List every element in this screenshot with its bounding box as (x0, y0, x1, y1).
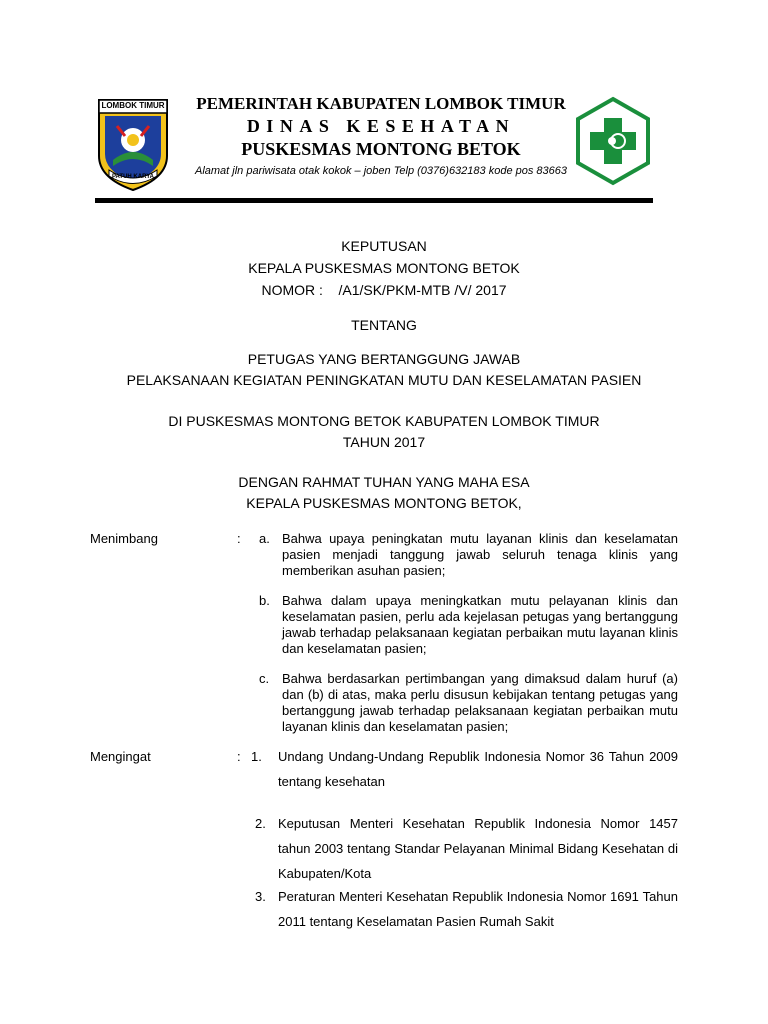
department-name: DINAS KESEHATAN (246, 116, 516, 136)
menimbang-item-b: Bahwa dalam upaya meningkatkan mutu pelayanan klinis dan keselamatan pasien, perlu ada kejelasan petugas yang bertanggung jawab terhadap pelaksanaan kegiatan perbaikan mutu layanan klinis dan keselamatan pasien; (282, 593, 678, 656)
title-place: DI PUSKESMAS MONTONG BETOK KABUPATEN LOMBOK TIMUR (168, 413, 600, 429)
menimbang-label: Menimbang (90, 531, 158, 546)
mengingat-item-1: Undang Undang-Undang Republik Indonesia Nomor 36 Tahun 2009 tentang kesehatan (278, 749, 678, 789)
mengingat-marker-3: 3. (255, 889, 266, 904)
menimbang-marker-a: a. (259, 531, 270, 546)
address-line: Alamat jln pariwisata otak kokok – joben Telp (0376)632183 kode pos 83663 (194, 165, 567, 177)
title-issuer: KEPALA PUSKESMAS MONTONG BETOK, (246, 495, 522, 511)
title-year: TAHUN 2017 (342, 434, 426, 450)
title-head: KEPALA PUSKESMAS MONTONG BETOK (248, 260, 520, 276)
decree-number (90, 282, 678, 298)
logo-top-text: LOMBOK TIMUR (101, 101, 165, 110)
mengingat-marker-2: 2. (255, 816, 266, 831)
menimbang-marker-b: b. (259, 593, 270, 608)
menimbang-marker-c: c. (259, 671, 270, 686)
header-divider (95, 198, 653, 203)
menimbang-colon: : (237, 531, 241, 546)
mengingat-label: Mengingat (90, 749, 151, 764)
title-subject-2: PELAKSANAAN KEGIATAN PENINGKATAN MUTU DAN KESELAMATAN PASIEN (126, 372, 642, 388)
regency-coat-of-arms-icon (95, 96, 171, 192)
title-subject-1: PETUGAS YANG BERTANGGUNG JAWAB (247, 351, 521, 367)
puskesmas-name: PUSKESMAS MONTONG BETOK (241, 139, 521, 159)
government-name: PEMERINTAH KABUPATEN LOMBOK TIMUR (196, 94, 566, 113)
title-blessing: DENGAN RAHMAT TUHAN YANG MAHA ESA (238, 474, 530, 490)
menimbang-item-c: Bahwa berdasarkan pertimbangan yang dimaksud dalam huruf (a) dan (b) di atas, maka perlu disusun kebijakan tentang petugas yang bertanggung jawab terhadap pelaksanaan kegiatan perbaikan mutu layanan klinis dan keselamatan pasien; (282, 671, 678, 734)
logo-bottom-text: PATUH KARYA (111, 174, 154, 180)
title-decree: KEPUTUSAN (341, 238, 427, 254)
mengingat-item-3: Peraturan Menteri Kesehatan Republik Indonesia Nomor 1691 Tahun 2011 tentang Keselamatan Pasien Rumah Sakit (278, 889, 678, 929)
number-label: NOMOR : (261, 282, 323, 298)
mengingat-marker-1: 1. (251, 749, 262, 764)
mengingat-colon: : (237, 749, 241, 764)
title-about: TENTANG (351, 317, 417, 333)
mengingat-item-2: Keputusan Menteri Kesehatan Republik Indonesia Nomor 1457 tahun 2003 tentang Standar Pelayanan Minimal Bidang Kesehatan di Kabupaten/Kota (278, 816, 678, 881)
puskesmas-logo-icon (574, 96, 652, 186)
number-value: /A1/SK/PKM-MTB /V/ 2017 (338, 282, 507, 298)
menimbang-item-a: Bahwa upaya peningkatan mutu layanan klinis dan keselamatan pasien menjadi tanggung jawab seluruh tenaga klinis yang memberikan asuhan pasien; (282, 531, 678, 578)
